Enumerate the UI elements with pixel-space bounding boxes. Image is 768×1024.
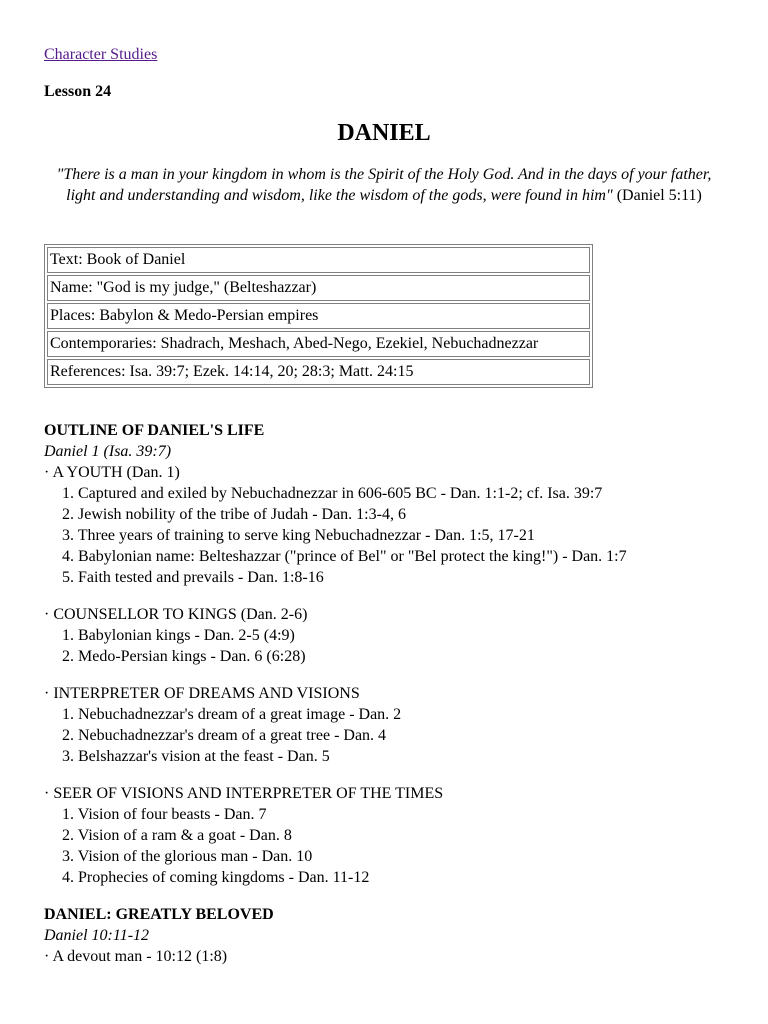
item-number: 3.: [62, 527, 74, 544]
item-sep: -: [308, 506, 322, 523]
item-text: Captured and exiled by Nebuchadnezzar in 606-605 BC: [78, 485, 437, 502]
item-ref: Dan. 11-12: [297, 869, 370, 886]
list-item: [44, 846, 744, 867]
section-items: [44, 704, 744, 767]
item-text: Belshazzar's vision at the feast: [78, 748, 274, 765]
item-sep: -: [248, 848, 262, 865]
outline-sections: [44, 462, 744, 904]
item-number: 1.: [62, 806, 74, 823]
item-ref: Dan. 7: [223, 806, 267, 823]
item-ref: Dan. 1:8-16: [247, 569, 324, 586]
section-spacer: [44, 767, 744, 783]
info-references: References: Isa. 39:7; Ezek. 14:14, 20; 28:3; Matt. 24:15: [47, 359, 590, 385]
item-ref: Dan. 8: [249, 827, 292, 844]
section-title: · INTERPRETER OF DREAMS AND VISIONS: [44, 685, 360, 702]
section-spacer: [44, 667, 744, 683]
outline-heading: OUTLINE OF DANIEL'S LIFE: [44, 422, 265, 439]
item-ref: Dan. 1:3-4, 6: [321, 506, 406, 523]
item-ref: 10:12 (1:8): [155, 948, 228, 965]
table-row: [47, 303, 590, 329]
item-text: Nebuchadnezzar's dream of a great tree: [78, 727, 331, 744]
item-text: Vision of a ram & a goat: [77, 827, 236, 844]
item-sep: -: [210, 806, 224, 823]
table-row: [47, 359, 590, 385]
item-text: Nebuchadnezzar's dream of a great image: [78, 706, 346, 723]
quote-citation: (Daniel 5:11): [612, 187, 702, 204]
info-contemporaries: Contemporaries: Shadrach, Meshach, Abed-Nego, Ezekiel, Nebuchadnezzar: [47, 331, 590, 357]
item-sep: -: [436, 485, 450, 502]
list-item: [44, 567, 744, 588]
item-sep: -: [142, 948, 156, 965]
item-number: 5.: [62, 569, 74, 586]
info-name: Name: "God is my judge," (Belteshazzar): [47, 275, 590, 301]
section-spacer: [44, 588, 744, 604]
item-number: 1.: [62, 706, 74, 723]
list-item: [44, 625, 744, 646]
item-ref: Dan. 2: [358, 706, 402, 723]
section-title: · SEER OF VISIONS AND INTERPRETER OF THE TIMES: [44, 785, 444, 802]
item-text: Babylonian kings: [78, 627, 191, 644]
item-number: 2.: [62, 648, 74, 665]
table-row: [47, 247, 590, 273]
item-text: Babylonian name: Belteshazzar ("prince of Bel" or "Bel protect the king!"): [78, 548, 559, 565]
beloved-reference: Daniel 10:11-12: [44, 927, 150, 944]
outline-section: [44, 420, 744, 967]
table-row: [47, 275, 590, 301]
list-item: [44, 704, 744, 725]
item-number: 1.: [62, 627, 74, 644]
item-sep: -: [190, 627, 204, 644]
item-sep: -: [206, 648, 220, 665]
list-item: [44, 746, 744, 767]
list-item: [44, 483, 744, 504]
page-title: DANIEL: [337, 120, 431, 146]
list-item: [44, 946, 744, 967]
item-number: 3.: [62, 848, 74, 865]
item-sep: -: [330, 727, 344, 744]
item-ref: Dan. 4: [343, 727, 387, 744]
info-table: [44, 244, 593, 388]
info-places: Places: Babylon & Medo-Persian empires: [47, 303, 590, 329]
item-text: · A devout man: [44, 948, 143, 965]
item-ref: Dan. 1:7: [571, 548, 627, 565]
item-number: 2.: [62, 727, 74, 744]
item-number: 4.: [62, 869, 74, 886]
item-text: Prophecies of coming kingdoms: [78, 869, 285, 886]
beloved-heading: DANIEL: GREATLY BELOVED: [44, 906, 274, 923]
list-item: [44, 804, 744, 825]
info-text: Text: Book of Daniel: [47, 247, 590, 273]
item-text: Medo-Persian kings: [78, 648, 207, 665]
item-sep: -: [235, 827, 250, 844]
epigraph-quote: [44, 164, 724, 206]
quote-text: "There is a man in your kingdom in whom is the Spirit of the Holy God. And in the days of your father, light and understanding and wisdom, like the wisdom of the gods, were found in him": [56, 166, 712, 204]
item-ref: Dan. 6 (6:28): [219, 648, 306, 665]
item-number: 2.: [62, 506, 74, 523]
item-sep: -: [284, 869, 298, 886]
list-item: [44, 504, 744, 525]
table-row: [47, 331, 590, 357]
item-ref: Dan. 10: [261, 848, 313, 865]
item-sep: -: [421, 527, 435, 544]
character-studies-link[interactable]: Character Studies: [44, 46, 158, 63]
list-item: [44, 525, 744, 546]
item-number: 3.: [62, 748, 74, 765]
outline-reference: Daniel 1 (Isa. 39:7): [44, 443, 172, 460]
item-text: Vision of the glorious man: [77, 848, 249, 865]
section-spacer: [44, 888, 744, 904]
item-number: 2.: [62, 827, 74, 844]
list-item: [44, 646, 744, 667]
section-title: · COUNSELLOR TO KINGS (Dan. 2-6): [44, 606, 308, 623]
section-title: · A YOUTH (Dan. 1): [44, 464, 180, 481]
item-ref: Dan. 2-5 (4:9): [203, 627, 295, 644]
list-item: [44, 725, 744, 746]
item-sep: -: [233, 569, 248, 586]
item-sep: -: [273, 748, 288, 765]
item-text: Three years of training to serve king Nebuchadnezzar: [77, 527, 422, 544]
list-item: [44, 825, 744, 846]
lesson-number: Lesson 24: [44, 83, 112, 100]
item-text: Faith tested and prevails: [78, 569, 234, 586]
list-item: [44, 546, 744, 567]
section-items: [44, 483, 744, 588]
item-text: Jewish nobility of the tribe of Judah: [78, 506, 309, 523]
item-ref: Dan. 1:1-2; cf. Isa. 39:7: [449, 485, 603, 502]
section-items: [44, 625, 744, 667]
list-item: [44, 867, 744, 888]
item-sep: -: [345, 706, 359, 723]
item-ref: Dan. 1:5, 17-21: [434, 527, 535, 544]
item-number: 4.: [62, 548, 74, 565]
section-items: [44, 804, 744, 888]
item-number: 1.: [62, 485, 74, 502]
item-text: Vision of four beasts: [77, 806, 211, 823]
item-sep: -: [558, 548, 572, 565]
item-ref: Dan. 5: [287, 748, 330, 765]
